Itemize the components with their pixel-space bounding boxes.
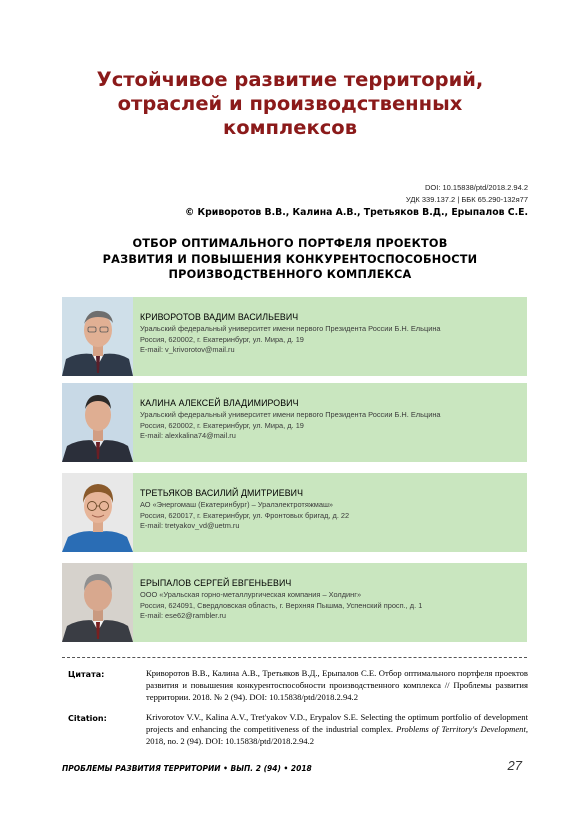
author-affiliation: Уральский федеральный университет имени первого Президента России Б.Н. Ельцина xyxy=(140,324,441,333)
authors-copyright: © Криворотов В.В., Калина А.В., Третьяков В.Д., Ерыпалов С.Е. xyxy=(185,207,528,218)
author-photo xyxy=(62,297,133,376)
article-identifiers xyxy=(406,182,528,206)
section-title-line-2: отраслей и производственных xyxy=(117,92,463,115)
author-photo xyxy=(62,473,133,552)
citation-en-label: Citation: xyxy=(68,714,107,723)
author-card xyxy=(62,383,527,462)
page-number: 27 xyxy=(507,758,522,773)
author-address: Россия, 620002, г. Екатеринбург, ул. Мира, д. 19 xyxy=(140,334,304,344)
udk-bbk: УДК 339.137.2 | ББК 65.290-132я77 xyxy=(405,195,528,204)
author-name: КРИВОРОТОВ ВАДИМ ВАСИЛЬЕВИЧ xyxy=(140,312,299,322)
author-name: КАЛИНА АЛЕКСЕЙ ВЛАДИМИРОВИЧ xyxy=(140,398,299,408)
article-title-line-2: РАЗВИТИЯ И ПОВЫШЕНИЯ КОНКУРЕНТОСПОСОБНОСТИ xyxy=(102,252,478,266)
citation-ru-text: Криворотов В.В., Калина А.В., Третьяков В.Д., Ерыпалов С.Е. Отбор оптимального портфеля проектов развития и повышения конкурентоспособности производственного комплекса // Проблемы развития территории. 2018. № 2 (94). DOI: 10.15838/ptd/2018.2.94.2 xyxy=(146,668,528,702)
author-affiliation: ООО «Уральская горно-металлургическая компания – Холдинг» xyxy=(140,590,362,599)
citation-divider xyxy=(62,657,527,658)
author-address: Россия, 624091, Свердловская область, г. Верхняя Пышма, Успенский просп., д. 1 xyxy=(140,600,423,610)
article-title-line-1: ОТБОР ОПТИМАЛЬНОГО ПОРТФЕЛЯ ПРОЕКТОВ xyxy=(132,237,448,250)
section-title xyxy=(40,68,540,140)
author-info xyxy=(140,397,521,442)
section-title-line-3: комплексов xyxy=(222,116,358,139)
author-info xyxy=(140,487,521,532)
author-info xyxy=(140,577,521,622)
article-title xyxy=(40,236,540,283)
citation-en-details: , 2018, no. 2 (94). DOI: 10.15838/ptd/2018.2.94.2 xyxy=(146,724,528,746)
author-email: E-mail: v_krivorotov@mail.ru xyxy=(140,345,235,354)
author-photo xyxy=(62,383,133,462)
author-email: E-mail: tretyakov_vd@uetm.ru xyxy=(140,521,240,530)
author-affiliation: Уральский федеральный университет имени первого Президента России Б.Н. Ельцина xyxy=(140,410,441,419)
author-card xyxy=(62,563,527,642)
author-address: Россия, 620002, г. Екатеринбург, ул. Мира, д. 19 xyxy=(140,420,304,430)
author-photo xyxy=(62,563,133,642)
author-name: ТРЕТЬЯКОВ ВАСИЛИЙ ДМИТРИЕВИЧ xyxy=(140,488,304,498)
author-card xyxy=(62,473,527,552)
doi: DOI: 10.15838/ptd/2018.2.94.2 xyxy=(425,183,528,192)
citation-en-text xyxy=(146,711,528,747)
author-affiliation: АО «Энергомаш (Екатеринбург) – Уралэлектротяжмаш» xyxy=(140,500,333,509)
section-title-line-1: Устойчивое развитие территорий, xyxy=(96,68,484,91)
article-title-line-3: ПРОИЗВОДСТВЕННОГО КОМПЛЕКСА xyxy=(168,268,412,281)
citation-en-journal: Problems of Territory's Development xyxy=(396,724,526,734)
author-email: E-mail: alexkalina74@mail.ru xyxy=(140,431,236,440)
author-email: E-mail: ese62@rambler.ru xyxy=(140,611,226,620)
author-card xyxy=(62,297,527,376)
citation-ru-label: Цитата: xyxy=(68,670,105,679)
journal-footer: ПРОБЛЕМЫ РАЗВИТИЯ ТЕРРИТОРИИ • ВЫП. 2 (94) • 2018 xyxy=(62,764,312,773)
author-info xyxy=(140,311,521,356)
author-address: Россия, 620017, г. Екатеринбург, ул. Фронтовых бригад, д. 22 xyxy=(140,510,350,520)
citation-en-authors-title: Krivorotov V.V., Kalina A.V., Tret'yakov V.D., Erypalov S.E. Selecting the optimum portfolio of development projects and enhancing the competitiveness of the industrial complex. xyxy=(146,712,528,734)
author-name: ЕРЫПАЛОВ СЕРГЕЙ ЕВГЕНЬЕВИЧ xyxy=(140,578,292,588)
